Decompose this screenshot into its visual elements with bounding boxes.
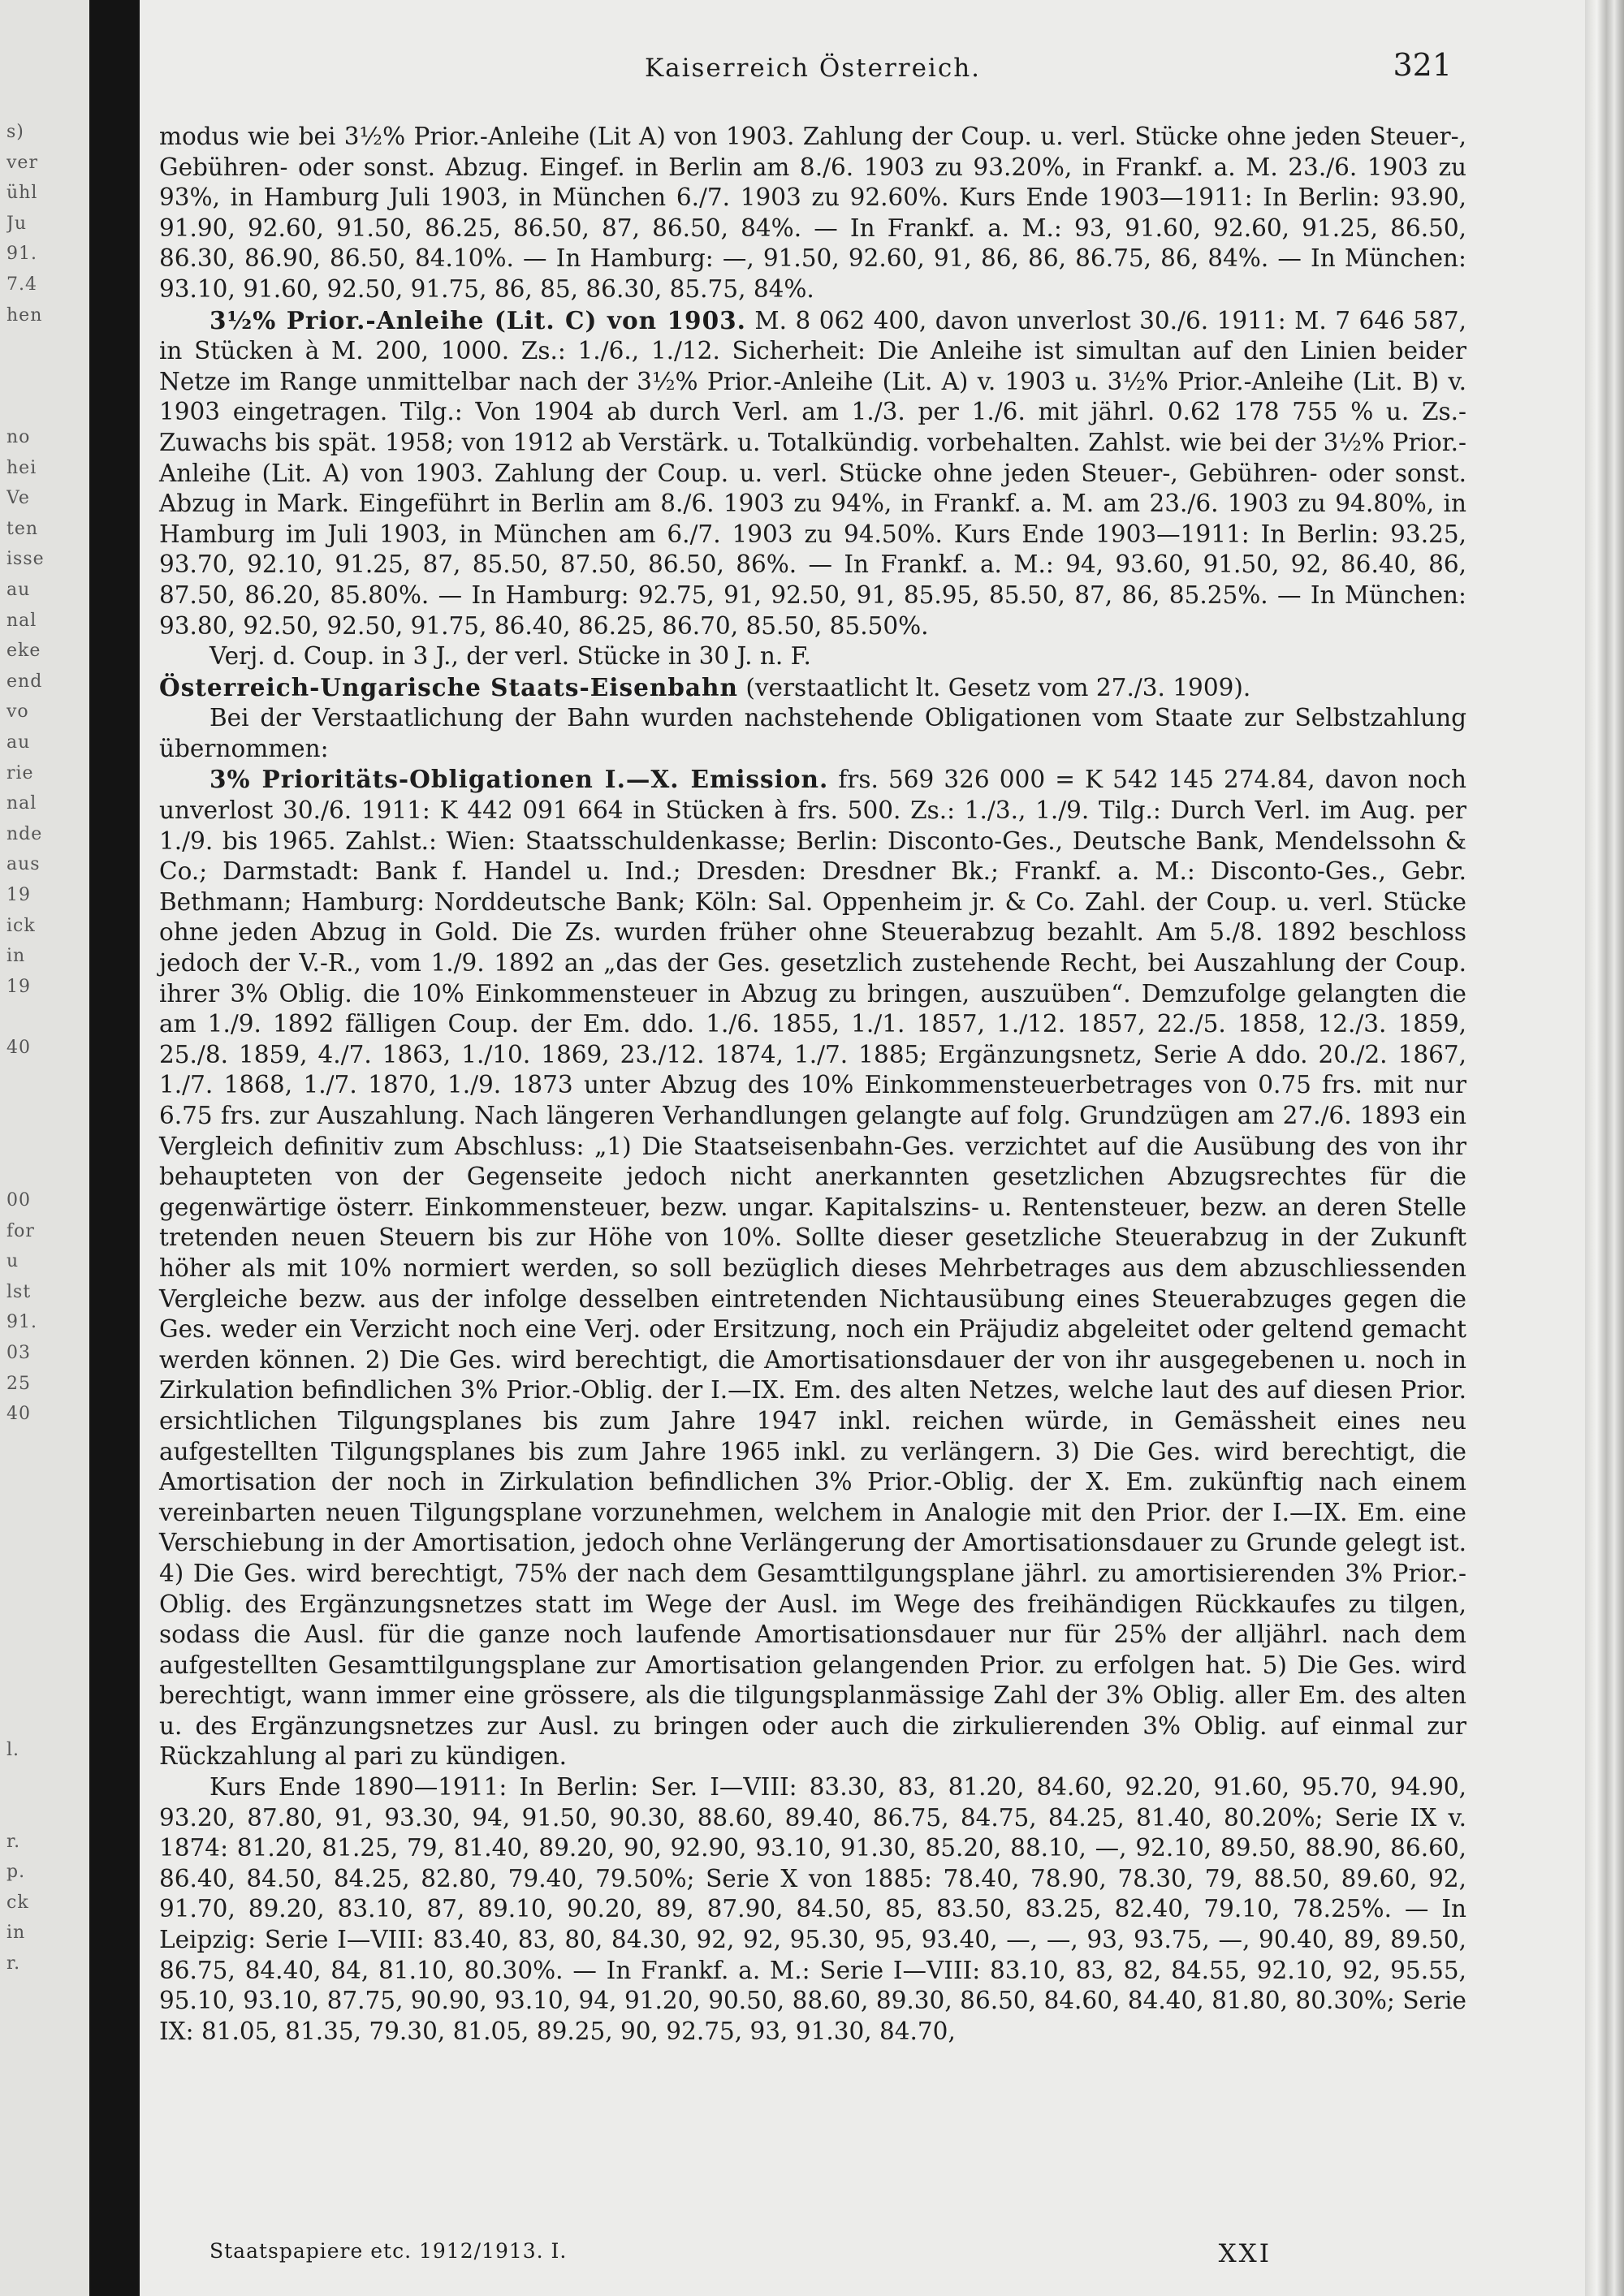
adjacent-page-fragment: 7.4 (6, 274, 37, 295)
paragraph-text: modus wie bei 3½% Prior.-Anleihe (Lit A) von 1903. Zahlung der Coup. u. verl. Stücke ohne jeden Steuer-, Gebühren- oder sonst. Abzug. Eingef. in Berlin am 8./6. 1903 zu 93.20%, in Frankf. a. M. 23./6. 1903 zu 93%, in Hamburg Juli 1903, in München 6./7. 1903 zu 92.60%. Kurs Ende 1903—1911: In Berlin: 93.90, 91.90, 92.60, 91.50, 86.25, 86.50, 87, 86.50, 84%. — In Frankf. a. M.: 93, 91.60, 92.60, 91.25, 86.50, 86.30, 86.90, 86.50, 84.10%. — In Hamburg: —, 91.50, 92.60, 91, 86, 86, 86.75, 86, 84%. — In München: 93.10, 91.60, 92.50, 91.75, 86, 85, 86.30, 85.75, 84%. (159, 123, 1466, 303)
adjacent-page-fragment: no (6, 427, 31, 447)
adjacent-page-fragment: hen (6, 304, 43, 326)
adjacent-page-fragment: ver (6, 152, 38, 173)
entry-heading: Österreich-Ungarische Staats-Eisenbahn (159, 672, 738, 701)
adjacent-page-fragment: in (6, 946, 26, 967)
adjacent-page-fragment: r. (6, 1831, 21, 1852)
adjacent-page-fragment: Ju (6, 213, 27, 234)
paragraph-text: Verj. d. Coup. in 3 J., der verl. Stücke in 30 J. n. F. (209, 642, 811, 671)
adjacent-page-fragment: for (6, 1220, 35, 1241)
paragraph (159, 305, 1466, 642)
adjacent-page-fragment: r. (6, 1953, 21, 1974)
paragraph (159, 1772, 1466, 2047)
body-text (159, 122, 1466, 2047)
paragraph-text: (verstaatlicht lt. Gesetz vom 27./3. 1909). (737, 673, 1251, 701)
adjacent-page-fragment: 91. (6, 1312, 37, 1333)
running-head (159, 47, 1466, 102)
adjacent-page-fragment: l. (6, 1739, 20, 1760)
adjacent-page-strip (0, 0, 89, 2296)
paragraph-text: Kurs Ende 1890—1911: In Berlin: Ser. I—VIII: 83.30, 83, 81.20, 84.60, 92.20, 91.60, 95.70, 94.90, 93.20, 87.80, 91, 93.30, 94, 91.50, 90.30, 88.60, 89.40, 86.75, 84.75, 84.25, 81.40, 80.20%; Serie IX v. 1874: 81.20, 81.25, 79, 81.40, 89.20, 90, 92.90, 93.10, 91.30, 85.20, 88.10, —, 92.10, 89.50, 88.90, 86.60, 86.40, 84.50, 84.25, 82.80, 79.40, 79.50%; Serie X von 1885: 78.40, 78.90, 78.30, 79, 88.50, 89.60, 92, 91.70, 89.20, 83.10, 87, 89.10, 90.20, 89, 87.90, 84.50, 85, 83.50, 83.25, 82.40, 79.10, 78.25%. — In Leipzig: Serie I—VIII: 83.40, 83, 80, 84.30, 92, 92, 95.30, 95, 93.40, —, —, 93, 93.75, —, 90.40, 89, 89.50, 86.75, 84.40, 84, 81.10, 80.30%. — In Frankf. a. M.: Serie I—VIII: 83.10, 83, 82, 84.55, 92.10, 92, 95.55, 95.10, 93.10, 87.75, 90.90, 93.10, 94, 91.20, 90.50, 88.60, 89.30, 86.50, 84.60, 84.40, 81.80, 80.30%; Serie IX: 81.05, 81.35, 79.30, 81.05, 89.25, 90, 92.75, 93, 91.30, 84.70, (159, 1773, 1466, 2045)
paragraph (159, 122, 1466, 305)
signature-mark: XXI (1218, 2239, 1272, 2268)
adjacent-page-fragment: 19 (6, 885, 31, 905)
adjacent-page-fragment: u (6, 1251, 19, 1272)
adjacent-page-fragment: ick (6, 915, 36, 936)
adjacent-page-fragment: nal (6, 793, 37, 814)
adjacent-page-fragment: isse (6, 549, 45, 570)
book-page (159, 32, 1466, 2273)
adjacent-page-fragment: au (6, 580, 31, 600)
footer-signature: Staatspapiere etc. 1912/1913. I. (209, 2239, 568, 2263)
adjacent-page-fragment: eke (6, 641, 41, 662)
page-edge (1585, 0, 1624, 2296)
paragraph-text: frs. 569 326 000 = K 542 145 274.84, davon noch unverlost 30./6. 1911: K 442 091 664 in Stücken à frs. 500. Zs.: 1./3., 1./9. Tilg.: Durch Verl. im Aug. per 1./9. bis 1965. Zahlst.: Wien: Staatsschuldenkasse; Berlin: Disconto-Ges., Deutsche Bank, Mendelssohn & Co.; Darmstadt: Bank f. Handel u. Ind.; Dresden: Dresdner Bk.; Frankf. a. M.: Disconto-Ges., Gebr. Bethmann; Hamburg: Norddeutsche Bank; Köln: Sal. Oppenheim jr. & Co. Zahl. der Coup. u. verl. Stücke ohne jeden Abzug in Gold. Die Zs. wurden früher ohne Steuerabzug bezahlt. Am 5./8. 1892 beschloss jedoch der V.-R., vom 1./9. 1892 an „das der Ges. gesetzlich zustehende Recht, bei Auszahlung der Coup. ihrer 3% Oblig. die 10% Einkommensteuer in Abzug zu bringen, auszuüben“. Demzufolge gelangten die am 1./9. 1892 fälligen Coup. der Em. ddo. 1./6. 1855, 1./1. 1857, 1./12. 1857, 22./5. 1858, 12./3. 1859, 25./8. 1859, 4./7. 1863, 1./10. 1869, 23./12. 1874, 1./7. 1885; Ergänzungsnetz, Serie A ddo. 20./2. 1867, 1./7. 1868, 1./7. 1870, 1./9. 1873 unter Abzug des 10% Einkommensteuerbetrages von 0.75 frs. mit nur 6.75 frs. zur Auszahlung. Nach längeren Verhandlungen gelangte auf folg. Grundzügen am 27./6. 1893 ein Vergleich definitiv zum Abschluss: „1) Die Staatseisenbahn-Ges. verzichtet auf die Ausübung des von ihr behaupteten von der Gegenseite jedoch nicht anerkannten gesetzlichen Abzugsrechtes für die gegenwärtige österr. Einkommensteuer, bezw. ungar. Kapitalszins- u. Rentensteuer, bezw. an deren Stelle tretenden neuen Steuern bis zur Höhe von 10%. Sollte dieser gesetzliche Steuerabzug in der Zukunft höher als mit 10% normiert werden, so soll bezüglich dieses Mehrbetrages aus dem abzuschliessenden Vergleiche bezw. aus der infolge desselben eintretenden Nichtausübung eines Steuerabzuges gegen die Ges. weder ein Verzicht noch eine Verj. oder Ersitzung, noch ein Präjudiz abgeleitet oder geltend gemacht werden können. 2) Die Ges. wird berechtigt, die Amortisationsdauer der von ihr ausgegebenen u. noch in Zirkulation befindlichen 3% Prior.-Oblig. der I.—IX. Em. des alten Netzes, welche laut des auf diesen Prior. ersichtlichen Tilgungsplanes bis zum Jahre 1947 inkl. reichen würde, in Gemässheit eines neu aufgestellten Tilgungsplanes bis zum Jahre 1965 inkl. zu verlängern. 3) Die Ges. wird berechtigt, die Amortisation der noch in Zirkulation befindlichen 3% Prior.-Oblig. der X. Em. zukünftig nach einem vereinbarten neuen Tilgungsplane vorzunehmen, welchem in Analogie mit den Prior. der I.—IX. Em. eine Verschiebung in der Amortisation, jedoch ohne Verlängerung der Amortisationsdauer zu Grunde gelegt ist. 4) Die Ges. wird berechtigt, 75% der nach dem Gesamttilgungsplane jährl. zu amortisierenden 3% Prior.-Oblig. des Ergänzungsnetzes statt im Wege der Ausl. im Wege des freihändigen Rückkaufes zu tilgen, sodass die Ausl. für die ganze noch laufende Amortisationsdauer nur für 25% der alljährl. nach dem aufgestellten Gesamttilgungsplane zur Amortisation gelangenden Prior. zu erfolgen hat. 5) Die Ges. wird berechtigt, wann immer eine grössere, als die tilgungsplanmässige Zahl der 3% Oblig. aller Em. des alten u. des Ergänzungsnetzes zur Ausl. zu bringen oder auch die zirkulierenden 3% Oblig. auf einmal zur Rückzahlung al pari zu kündigen. (159, 766, 1466, 1771)
adjacent-page-fragment: 40 (6, 1038, 31, 1058)
paragraph-text: M. 8 062 400, davon unverlost 30./6. 1911: M. 7 646 587, in Stücken à M. 200, 1000. Zs.: 1./6., 1./12. Sicherheit: Die Anleihe ist simultan auf den Linien beider Netze im Range unmittelbar nach der 3½% Prior.-Anleihe (Lit. A) v. 1903 u. 3½% Prior.-Anleihe (Lit. B) v. 1903 eingetragen. Tilg.: Von 1904 ab durch Verl. am 1./3. per 1./6. mit jährl. 0.62 178 755 % u. Zs.-Zuwachs bis spät. 1958; von 1912 ab Verstärk. u. Totalkündig. vorbehalten. Zahlst. wie bei der 3½% Prior.-Anleihe (Lit. A) von 1903. Zahlung der Coup. u. verl. Stücke ohne jeden Steuer-, Gebühren- oder sonst. Abzug in Mark. Eingeführt in Berlin am 8./6. 1903 zu 94%, in Frankf. a. M. am 23./6. 1903 zu 94.80%, in Hamburg im Juli 1903, in München am 6./7. 1903 zu 94.50%. Kurs Ende 1903—1911: In Berlin: 93.25, 93.70, 92.10, 91.25, 87, 85.50, 87.50, 86.50, 86%. — In Frankf. a. M.: 94, 93.60, 91.50, 92, 86.40, 86, 87.50, 86.20, 85.80%. — In Hamburg: 92.75, 91, 92.50, 91, 85.95, 85.50, 87, 86, 85.25%. — In München: 93.80, 92.50, 92.50, 91.75, 86.40, 86.25, 86.70, 85.50, 85.50%. (159, 306, 1466, 640)
adjacent-page-fragment: 40 (6, 1404, 31, 1425)
adjacent-page-fragment: nal (6, 610, 37, 631)
adjacent-page-fragment: 19 (6, 976, 31, 997)
adjacent-page-fragment: 91. (6, 244, 37, 265)
paragraph (159, 764, 1466, 1772)
entry-heading: 3½% Prior.-Anleihe (Lit. C) von 1903. (209, 305, 746, 334)
adjacent-page-fragment: rie (6, 762, 34, 783)
running-head-title: Kaiserreich Österreich. (644, 54, 982, 83)
adjacent-page-fragment: p. (6, 1862, 26, 1883)
adjacent-page-fragment: au (6, 732, 31, 753)
adjacent-page-fragment: lst (6, 1281, 32, 1302)
adjacent-page-fragment: aus (6, 854, 41, 875)
adjacent-page-fragment: 03 (6, 1343, 31, 1363)
adjacent-page-fragment: Ve (6, 488, 30, 509)
adjacent-page-fragment: hei (6, 457, 37, 478)
adjacent-page-fragment: in (6, 1923, 26, 1944)
adjacent-page-fragment: 25 (6, 1373, 31, 1394)
book-gutter (89, 0, 140, 2296)
page-footer (159, 2239, 1466, 2272)
adjacent-page-fragment: ten (6, 518, 39, 539)
page-number: 321 (1393, 47, 1452, 83)
paragraph (159, 672, 1466, 704)
paragraph (159, 703, 1466, 764)
adjacent-page-fragment: ühl (6, 183, 38, 204)
adjacent-page-fragment: nde (6, 823, 43, 844)
adjacent-page-fragment: 00 (6, 1190, 31, 1211)
adjacent-page-fragment: ck (6, 1892, 29, 1913)
paragraph-text: Bei der Verstaatlichung der Bahn wurden nachstehende Obligationen vom Staate zur Selbstzahlung übernommen: (159, 704, 1466, 762)
entry-heading: 3% Prioritäts-Obligationen I.—X. Emission. (209, 765, 829, 794)
adjacent-page-fragment: vo (6, 701, 29, 723)
paragraph (159, 641, 1466, 672)
adjacent-page-fragment: s) (6, 122, 24, 142)
adjacent-page-fragment: end (6, 671, 43, 692)
